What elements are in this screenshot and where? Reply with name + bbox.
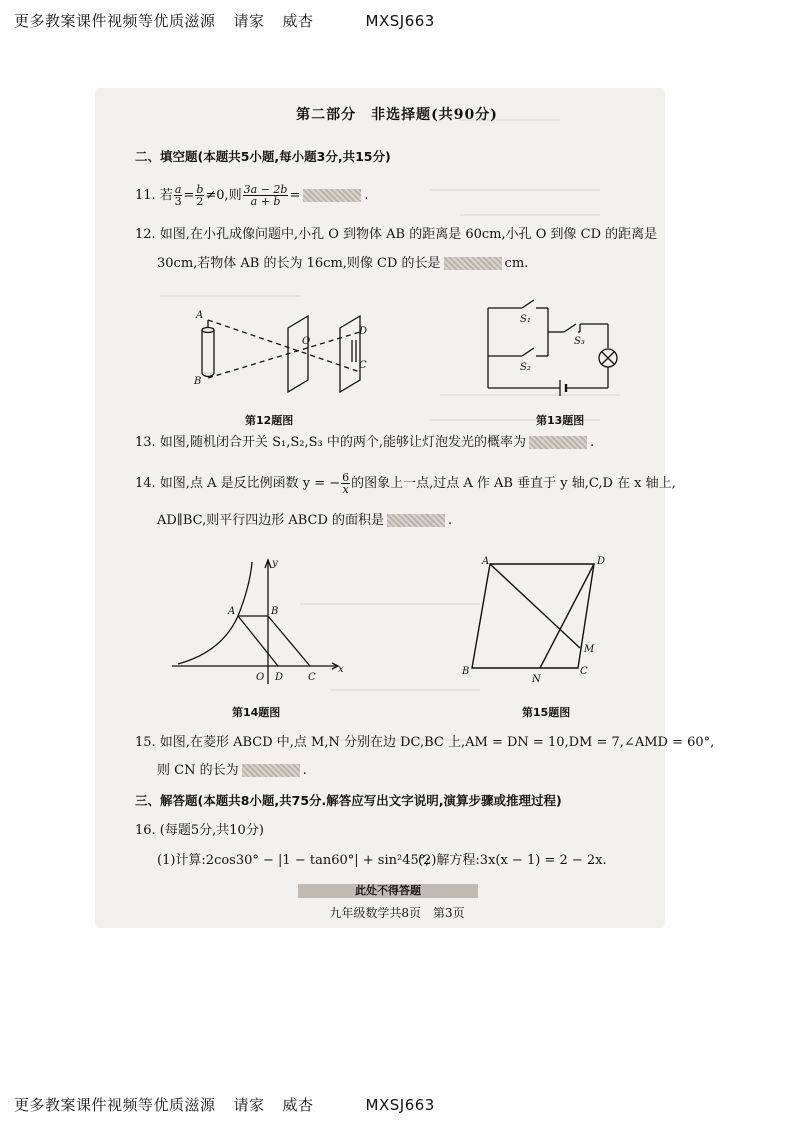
q11-end: .	[364, 188, 369, 203]
q15-line2-text: 则 CN 的长为	[157, 763, 239, 778]
fig15-label-A: A	[482, 556, 490, 567]
figure-13-circuit	[488, 298, 628, 398]
question-16-part-2: (2)解方程:3x(x − 1) = 2 − 2x.	[418, 853, 607, 868]
fig15-label-C: C	[580, 666, 588, 677]
q14-line2-text: AD∥BC,则平行四边形 ABCD 的面积是	[157, 513, 385, 528]
no-answer-zone-label: 此处不得答题	[298, 884, 478, 898]
fig15-label-D: D	[597, 556, 606, 567]
q11-f2-den: 2	[196, 195, 204, 208]
q15-answer-blank[interactable]	[242, 764, 300, 777]
q11-prefix: 若	[159, 188, 173, 203]
fig15-label-M: M	[584, 644, 595, 655]
figure-15	[460, 556, 606, 686]
segment-AD	[238, 616, 278, 666]
banner-bottom-code: MXSJ663	[365, 1096, 435, 1114]
fig12-label-C: C	[359, 360, 367, 371]
q11-f3-num: 3a − 2b	[243, 183, 288, 196]
switch-s1-label: S₁	[520, 314, 531, 325]
fig14-label-A: A	[228, 606, 236, 617]
q14-fraction	[341, 472, 350, 495]
fig14-label-B: B	[271, 606, 279, 617]
switch-s3-arm	[564, 324, 576, 332]
fig14-label-C: C	[308, 672, 316, 683]
switch-s3-label: S₃	[574, 336, 585, 347]
fig14-label-x: x	[338, 664, 344, 675]
hyperbola-curve	[178, 562, 252, 664]
q11-fraction-b	[195, 184, 204, 207]
section-2-heading: 二、填空题(本题共5小题,每小题3分,共15分)	[135, 149, 391, 164]
bottom-banner	[14, 1094, 453, 1115]
fig12-label-D: D	[359, 326, 368, 337]
q11-ne: ≠0,则	[205, 188, 242, 203]
q12-answer-blank[interactable]	[444, 257, 502, 270]
rhombus-ABCD	[472, 564, 594, 668]
question-16: 16. (每题5分,共10分)	[135, 823, 264, 838]
q14-frac-num: 6	[342, 471, 350, 484]
switch-s2-label: S₂	[520, 362, 531, 373]
fig12-label-B: B	[194, 376, 202, 387]
fig14-label-O: O	[256, 672, 265, 683]
q11-f1-den: 3	[174, 195, 182, 208]
q11-f2-num: b	[196, 183, 204, 196]
question-15-line-1: 15. 如图,在菱形 ABCD 中,点 M,N 分别在边 DC,BC 上,AM = DN = 10,DM = 7,∠AMD = 60°,	[135, 735, 715, 750]
question-12-line-1: 12. 如图,在小孔成像问题中,小孔 O 到物体 AB 的距离是 60cm,小孔 O 到像 CD 的距离是	[135, 227, 658, 242]
q11-number: 11.	[135, 188, 156, 203]
q11-eq: =	[183, 188, 195, 203]
q11-f3-den: a + b	[250, 195, 281, 208]
banner-bottom-text-3: 威杏	[282, 1096, 314, 1114]
banner-code: MXSJ663	[365, 12, 435, 30]
ray-bottom	[208, 332, 360, 378]
q15-end: .	[302, 763, 307, 778]
switch-s1-arm	[522, 300, 534, 308]
question-13	[135, 434, 594, 452]
q12-line2-text: 30cm,若物体 AB 的长为 16cm,则像 CD 的长是	[157, 256, 441, 271]
figure-15-caption: 第15题图	[522, 706, 571, 719]
question-15-line-2	[157, 762, 307, 780]
section-3-heading: 三、解答题(本题共8小题,共75分.解答应写出文字说明,演算步骤或推理过程)	[135, 793, 562, 808]
figure-14-caption: 第14题图	[232, 706, 281, 719]
q14-end: .	[448, 513, 453, 528]
q13-text: 13. 如图,随机闭合开关 S₁,S₂,S₃ 中的两个,能够让灯泡发光的概率为	[135, 435, 526, 450]
question-16-part-1: (1)计算:2cos30° − |1 − tan60°| + sin²45°;	[157, 853, 430, 868]
segment-BC	[268, 616, 310, 666]
question-14-line-1	[135, 472, 676, 495]
figure-13-caption: 第13题图	[536, 414, 585, 427]
fig12-label-A: A	[196, 310, 204, 321]
q12-unit: cm.	[504, 256, 529, 271]
banner-text-1: 更多教案课件视频等优质滋源	[14, 12, 216, 30]
fig15-label-B: B	[462, 666, 470, 677]
figure-12	[192, 302, 392, 402]
q13-answer-blank[interactable]	[529, 436, 587, 449]
candle-top	[202, 328, 214, 333]
q11-fraction-c	[243, 184, 289, 207]
segment-AM	[490, 564, 580, 648]
q14-line1-text: 14. 如图,点 A 是反比例函数 y = −	[135, 476, 341, 491]
q11-fraction-a	[174, 184, 183, 207]
figure-14	[172, 556, 352, 686]
banner-text-3: 威杏	[282, 12, 314, 30]
banner-bottom-text-2: 请家	[233, 1096, 265, 1114]
figure-12-caption: 第12题图	[245, 414, 294, 427]
fig15-label-N: N	[532, 674, 541, 685]
page-footer: 九年级数学共8页 第3页	[329, 906, 465, 920]
fig14-label-D: D	[275, 672, 284, 683]
fig12-label-O: O	[302, 336, 311, 347]
q13-end: .	[589, 435, 595, 450]
image-screen	[340, 316, 360, 392]
q14-frac-den: x	[342, 483, 349, 496]
q14-answer-blank[interactable]	[387, 514, 445, 527]
question-12-line-2	[157, 255, 528, 273]
question-14-line-2	[157, 512, 452, 530]
ray-top	[208, 320, 360, 372]
fig14-label-y: y	[272, 558, 278, 569]
q14-line1-rest: 的图象上一点,过点 A 作 AB 垂直于 y 轴,C,D 在 x 轴上,	[351, 476, 676, 491]
q11-eq2: =	[289, 188, 301, 203]
pinhole-screen	[288, 316, 311, 392]
banner-bottom-text-1: 更多教案课件视频等优质滋源	[14, 1096, 216, 1114]
question-11	[135, 184, 369, 207]
banner-text-2: 请家	[233, 12, 265, 30]
q11-f1-num: a	[174, 183, 182, 196]
switch-s2-arm	[522, 348, 534, 356]
page-title: 第二部分 非选择题(共90分)	[296, 107, 498, 123]
q11-answer-blank[interactable]	[303, 189, 361, 202]
